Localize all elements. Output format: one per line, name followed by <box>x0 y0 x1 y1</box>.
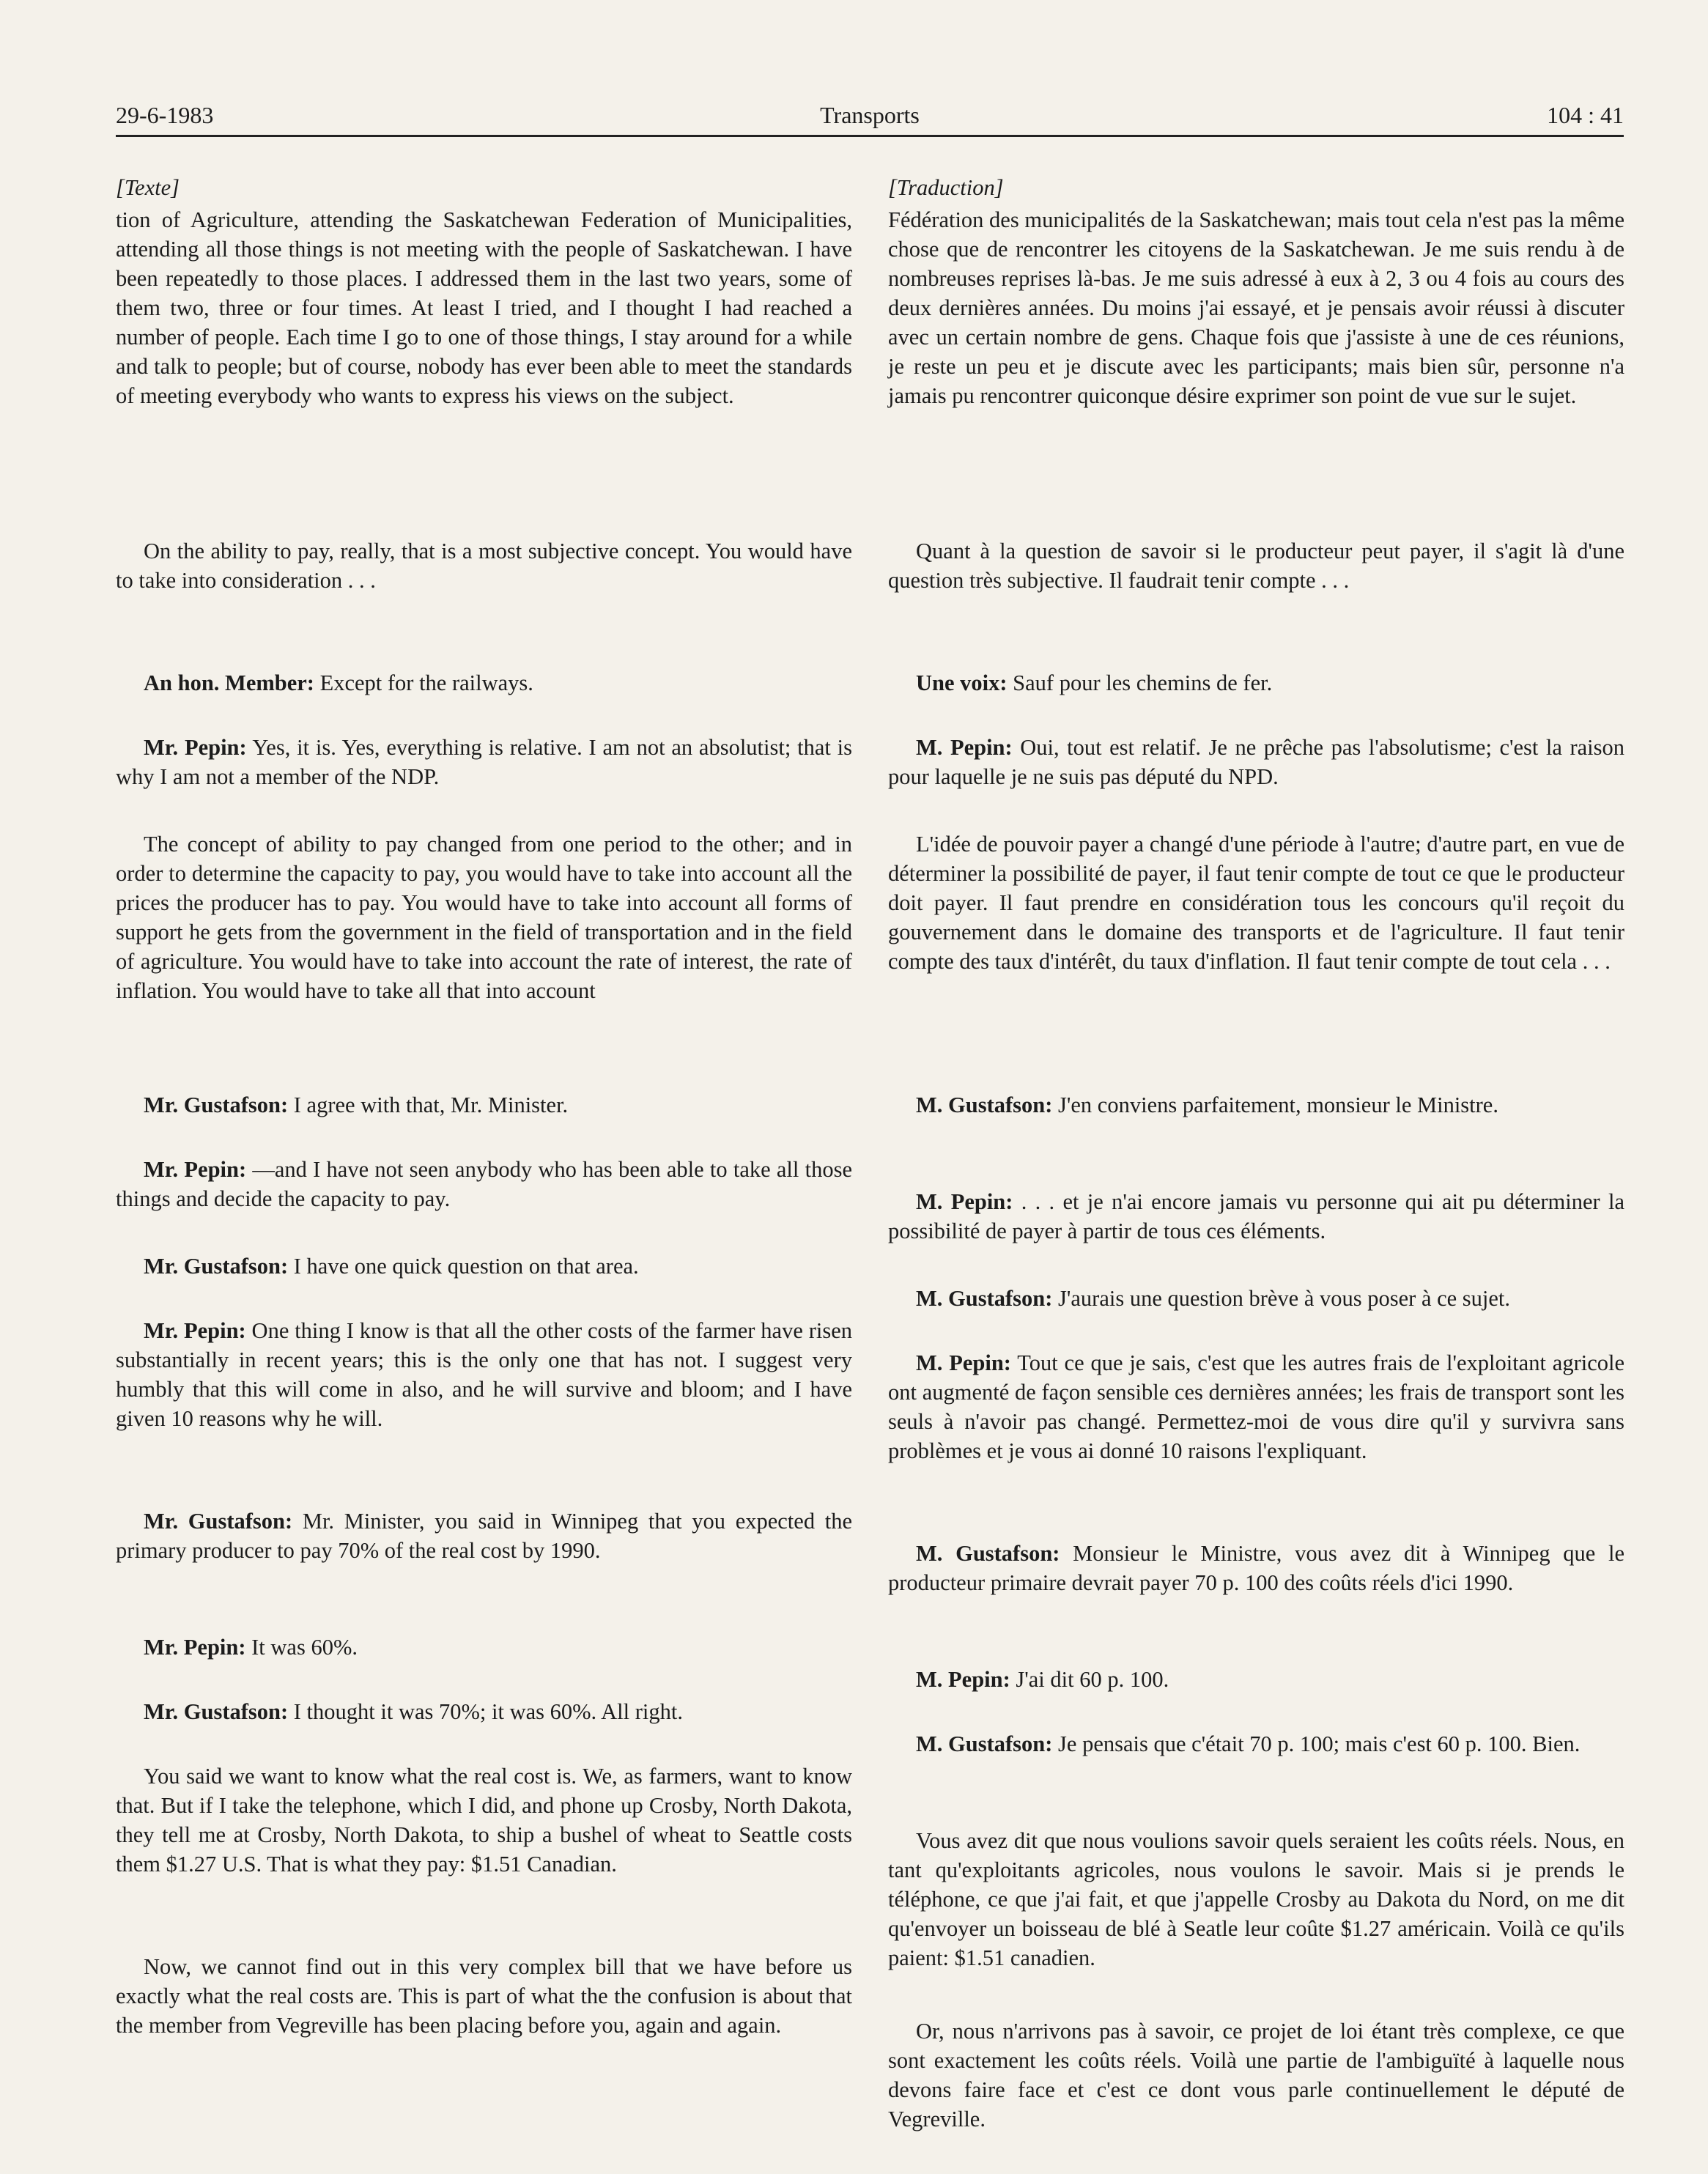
french-column <box>888 170 1625 2132</box>
speech-text: It was 60%. <box>245 1635 358 1660</box>
speaker-name: Mr. Pepin: <box>144 1318 246 1343</box>
english-paragraph <box>116 1155 852 1213</box>
french-paragraph: Quant à la question de savoir si le producteur peut payer, il s'agit là d'une question très subjective. Il faudrait tenir compte . . . <box>888 539 1624 593</box>
speaker-name: M. Pepin: <box>916 1350 1011 1375</box>
speaker-name: M. Gustafson: <box>916 1286 1053 1311</box>
french-paragraph: Vous avez dit que nous voulions savoir quels seraient les coûts réels. Nous, en tant qu'exploitants agricoles, nous voulons le savoir. Mais si je prends le téléphone, ce que j'ai fait, et que j'appelle Crosby au Dakota du Nord, on me dit qu'envoyer un boisseau de blé à Seatle leur coûte $1.27 américain. Voilà ce qu'ils paient: $1.51 canadien. <box>888 1828 1624 1970</box>
english-paragraph <box>116 733 852 791</box>
speech-text: J'aurais une question brève à vous poser à ce sujet. <box>1052 1286 1511 1311</box>
header-page-number: 104 : 41 <box>1547 102 1624 128</box>
header-date: 29-6-1983 <box>116 102 214 128</box>
speaker-name: Mr. Pepin: <box>144 1157 247 1182</box>
speech-text: Monsieur le Ministre, vous avez dit à Winnipeg que le producteur primaire devrait payer 70 p. 100 des coûts réels d'ici 1990. <box>888 1541 1624 1595</box>
speaker-name: Mr. Gustafson: <box>144 1254 289 1279</box>
speech-text: I thought it was 70%; it was 60%. All right. <box>288 1699 683 1724</box>
speech-text: . . . et je n'ai encore jamais vu personne qui ait pu déterminer la possibilité de payer à partir de tous ces éléments. <box>888 1189 1624 1243</box>
speech-text: Je pensais que c'était 70 p. 100; mais c'est 60 p. 100. Bien. <box>1052 1731 1581 1756</box>
running-header <box>116 98 1624 132</box>
english-paragraph <box>116 1316 852 1433</box>
speech-text: Sauf pour les chemins de fer. <box>1007 670 1273 695</box>
french-paragraph <box>888 1729 1624 1759</box>
english-paragraph <box>116 1506 852 1565</box>
speaker-name: M. Gustafson: <box>916 1541 1060 1566</box>
speech-text: Mr. Minister, you said in Winnipeg that you expected the primary producer to pay 70% of the real cost by 1990. <box>116 1509 852 1563</box>
speaker-name: M. Pepin: <box>916 1189 1013 1214</box>
english-paragraph: tion of Agriculture, attending the Saskatchewan Federation of Municipalities, attending all those things is not meeting with the people of Saskatchewan. I have been repeatedly to those places. I addressed them in the last two years, some of them two, three or four times. At least I tried, and I thought I had reached a number of people. Each time I go to one of those things, I stay around for a while and talk to people; but of course, nobody has ever been able to meet the standards of meeting everybody who wants to express his views on the subject. <box>116 207 852 408</box>
english-paragraph <box>116 1251 852 1281</box>
speaker-name: Mr. Gustafson: <box>144 1509 293 1534</box>
speech-text: Except for the railways. <box>314 670 533 695</box>
english-paragraph <box>116 1697 852 1726</box>
english-paragraph: Now, we cannot find out in this very complex bill that we have before us exactly what the real costs are. This is part of what the the confusion is about that the member from Vegreville has been placing before you, again and again. <box>116 1954 852 2038</box>
french-paragraph <box>888 1284 1624 1313</box>
english-paragraph: The concept of ability to pay changed from one period to the other; and in order to determine the capacity to pay, you would have to take into account all the prices the producer has to pay. You would have to take into account all forms of support he gets from the government in the field of transportation and in the field of agriculture. You would have to take into account the rate of interest, the rate of inflation. You would have to take all that into account <box>116 832 852 1003</box>
speaker-name: An hon. Member: <box>144 670 314 695</box>
speaker-name: Une voix: <box>916 670 1008 695</box>
speech-text: J'ai dit 60 p. 100. <box>1010 1667 1169 1692</box>
speaker-name: Mr. Gustafson: <box>144 1699 289 1724</box>
speaker-name: M. Gustafson: <box>916 1731 1053 1756</box>
speech-text: Yes, it is. Yes, everything is relative. I am not an absolutist; that is why I am not a member of the NDP. <box>116 735 852 789</box>
english-paragraph: You said we want to know what the real cost is. We, as farmers, want to know that. But if I take the telephone, which I did, and phone up Crosby, North Dakota, they tell me at Crosby, North Dakota, to ship a bushel of wheat to Seattle costs them $1.27 U.S. That is what they pay: $1.51 Canadian. <box>116 1764 852 1877</box>
english-paragraph <box>116 1090 852 1120</box>
speaker-name: Mr. Gustafson: <box>144 1092 289 1117</box>
speaker-name: M. Pepin: <box>916 1667 1010 1692</box>
speech-text: J'en conviens parfaitement, monsieur le Ministre. <box>1052 1092 1498 1117</box>
french-paragraph <box>888 733 1624 791</box>
french-paragraph: Or, nous n'arrivons pas à savoir, ce projet de loi étant très complexe, ce que sont exactement les coûts réels. Voilà une partie de l'ambiguïté à laquelle nous devons faire face et c'est ce dont vous parle continuellement le député de Vegreville. <box>888 2019 1624 2132</box>
speech-text: Oui, tout est relatif. Je ne prêche pas l'absolutisme; c'est la raison pour laquelle je ne suis pas député du NPD. <box>888 735 1625 789</box>
french-paragraph <box>888 668 1624 698</box>
french-paragraph <box>888 1665 1624 1694</box>
speech-text: —and I have not seen anybody who has been able to take all those things and decide the capacity to pay. <box>116 1157 852 1211</box>
french-paragraph <box>888 1187 1624 1246</box>
speech-text: I have one quick question on that area. <box>288 1254 639 1279</box>
french-paragraph <box>888 1348 1624 1465</box>
speaker-name: Mr. Pepin: <box>144 735 247 760</box>
header-title: Transports <box>820 102 920 128</box>
speaker-name: Mr. Pepin: <box>144 1635 246 1660</box>
column-label-traduction: [Traduction] <box>888 175 1004 200</box>
french-paragraph: Fédération des municipalités de la Saskatchewan; mais tout cela n'est pas la même chose que de rencontrer les citoyens de la Saskatchewan. Je me suis rendu à de nombreuses reprises là-bas. Je me suis adressé à eux à 2, 3 ou 4 fois au cours des deux dernières années. Du moins j'ai essayé, et je pensais avoir réussi à discuter avec un certain nombre de gens. Chaque fois que j'assiste à une de ces réunions, je reste un peu et je discute avec les participants; mais bien sûr, personne n'a jamais pu rencontrer quiconque désire exprimer son point de vue sur le sujet. <box>888 207 1624 408</box>
english-paragraph <box>116 1633 852 1662</box>
speaker-name: M. Gustafson: <box>916 1092 1053 1117</box>
speech-text: I agree with that, Mr. Minister. <box>288 1092 569 1117</box>
english-paragraph: On the ability to pay, really, that is a most subjective concept. You would have to take into consideration . . . <box>116 539 852 593</box>
french-paragraph <box>888 1539 1624 1597</box>
speech-text: One thing I know is that all the other costs of the farmer have risen substantially in recent years; this is the only one that has not. I suggest very humbly that this will come in also, and he will survive and bloom; and I have given 10 reasons why he will. <box>116 1318 852 1431</box>
english-paragraph <box>116 668 852 698</box>
french-paragraph: L'idée de pouvoir payer a changé d'une période à l'autre; d'autre part, en vue de déterminer la possibilité de payer, il faut tenir compte de tout ce que le producteur doit payer. Il faut prendre en considération tous les concours qu'il reçoit du gouvernement dans le domaine des transports et de l'agriculture. Il faut tenir compte des taux d'intérêt, du taux d'inflation. Il faut tenir compte de tout cela . . . <box>888 832 1624 974</box>
column-label-texte: [Texte] <box>116 175 180 200</box>
french-paragraph <box>888 1090 1624 1120</box>
english-column <box>116 170 852 2038</box>
speaker-name: M. Pepin: <box>916 735 1013 760</box>
header-rule <box>116 135 1624 137</box>
speech-text: Tout ce que je sais, c'est que les autres frais de l'exploitant agricole ont augmenté de façon sensible ces dernières années; les frais de transport sont les seuls à n'avoir pas changé. Permettez-moi de vous dire qu'il y survivra sans problèmes et je vous ai donné 10 raisons l'expliquant. <box>888 1350 1624 1463</box>
